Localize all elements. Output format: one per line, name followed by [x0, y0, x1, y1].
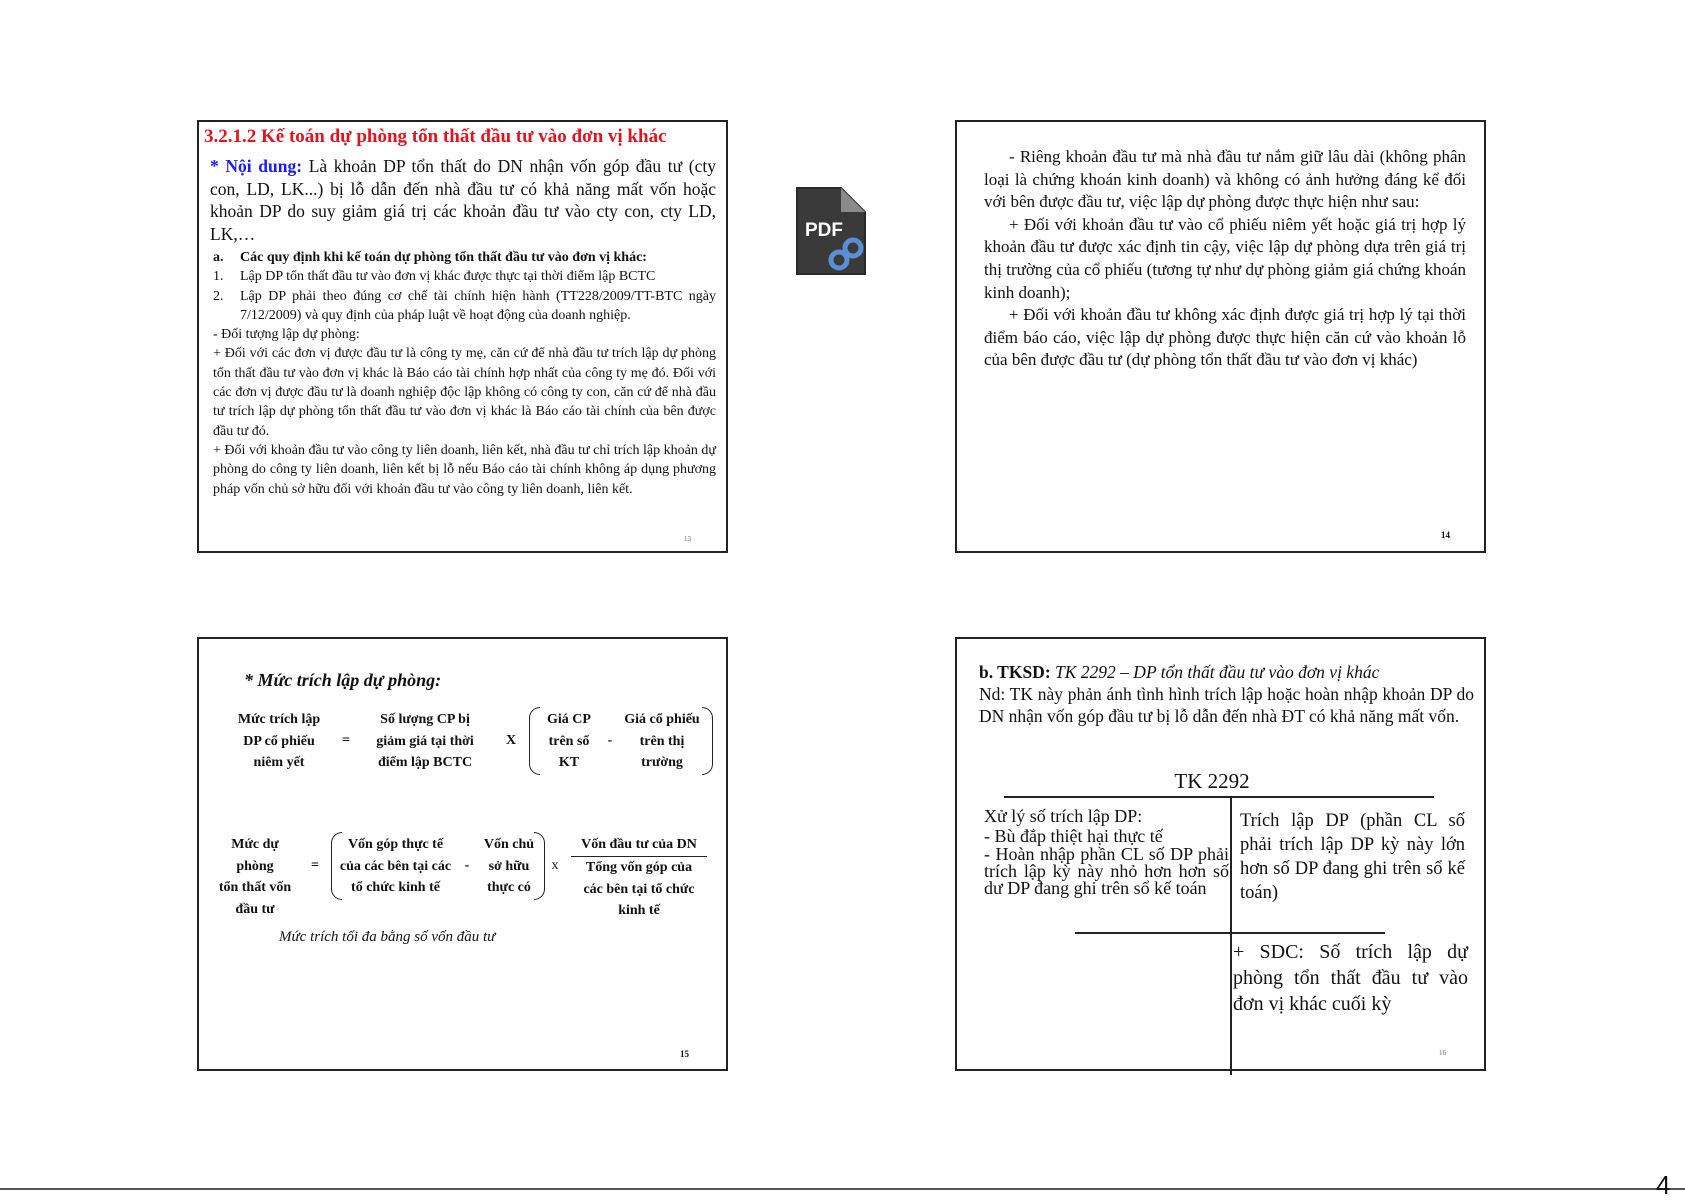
content-label: * Nội dung:: [210, 156, 303, 176]
times-sign: x: [551, 858, 559, 873]
heading-a-label: a.: [213, 250, 224, 265]
content-text: Là khoản DP tổn thất do DN nhận vốn góp đầu tư (cty con, LD, LK...) bị lỗ dẫn đến nhà đầu tư có khả năng mất vốn hoặc khoản DP do suy giảm giá trị các khoản đầu tư vào cty con, cty LD, LK,…: [210, 156, 717, 244]
slide-13: [197, 120, 728, 553]
pdf-label: PDF: [805, 220, 843, 241]
heading-a-text: Các quy định khi kế toán dự phòng tổn thất đầu tư vào đơn vị khác:: [240, 250, 647, 265]
formula-market-price: Giá cổ phiếu trên thị trường: [624, 712, 700, 770]
fraction-numerator: Vốn đầu tư của DN: [581, 837, 697, 852]
description: Nd: TK này phản ánh tình hình trích lập hoặc hoàn nhập khoản DP do DN nhận vốn góp đầu tư bị lỗ dẫn đến nhà ĐT có khả năng mất vốn.: [979, 684, 1474, 726]
t-account-balance: + SDC: Số trích lập dự phòng tổn thất đầu tư vào đơn vị khác cuối kỳ: [1233, 941, 1468, 1015]
page-number: 13: [684, 535, 691, 543]
heading: * Mức trích lập dự phòng:: [244, 670, 442, 690]
t-account-title: TK 2292: [1174, 769, 1250, 793]
paragraph: + Đối với khoản đầu tư vào cổ phiếu niêm yết hoặc giá trị hợp lý khoản đầu tư được xác định tin cậy, việc lập dự phòng dựa trên giá trị thị trường của cổ phiếu (tương tự như dự phòng giảm giá chứng khoán kinh doanh);: [984, 214, 1466, 302]
t-account-top-line: [1004, 796, 1434, 798]
formula-equity: Vốn chủ sở hữu thực có: [483, 837, 535, 895]
pdf-link-icon[interactable]: [795, 186, 867, 276]
formula-lhs: Mức trích lập DP cổ phiếu niêm yết: [237, 712, 321, 770]
t-account-debit: Xử lý số trích lập DP: - Bù đắp thiệt hại thực tế - Hoàn nhập phần CL số DP phải trích lập kỳ này nhỏ hơn hơn số dư DP đang ghi trên sổ kế toán: [984, 806, 1229, 898]
slide-14: [955, 120, 1486, 553]
list-item-number: 2.: [213, 288, 224, 304]
formula-fraction: [569, 834, 709, 922]
heading-a: [213, 248, 716, 267]
times-sign: X: [505, 733, 517, 748]
formula-book-price: Giá CP trên sổ KT: [547, 712, 591, 770]
page-number: 16: [1439, 1049, 1446, 1057]
right-parenthesis: [702, 707, 713, 775]
t-account-vertical-line: [1230, 796, 1232, 1075]
page-bottom-rule: [0, 1188, 1685, 1190]
heading: b. TKSD: TK 2292 – DP tổn thất đầu tư vào đơn vị khác: [979, 662, 1380, 682]
equals-sign: =: [342, 733, 350, 748]
right-parenthesis: [534, 832, 545, 900]
note: Mức trích tối đa bằng số vốn đầu tư: [279, 929, 496, 945]
paragraph: + Đối với khoản đầu tư không xác định được giá trị hợp lý tại thời điểm báo cáo, việc lập dự phòng được thực hiện căn cứ vào khoản lỗ của bên được đầu tư (dự phòng tổn thất đầu tư vào đơn vị khác): [984, 305, 1466, 370]
list-item-text: Lập DP tổn thất đầu tư vào đơn vị khác được thực tại thời điểm lập BCTC: [240, 269, 656, 285]
minus-sign: -: [464, 858, 470, 873]
list-item-text: Lập DP phải theo đúng cơ chế tài chính hiện hành (TT228/2009/TT-BTC ngày 7/12/2009) và quy định của pháp luật về hoạt động của doanh nghiệp.: [240, 288, 716, 323]
formula-contributed-capital: Vốn góp thực tế của các bên tại các tổ chức kinh tế: [339, 837, 452, 895]
page-number: 14: [1441, 530, 1450, 540]
minus-sign: -: [607, 733, 613, 748]
body-text: [984, 146, 1466, 372]
slide-16: [955, 637, 1486, 1071]
formula-quantity: Số lượng CP bị giảm giá tại thời điểm lập BCTC: [376, 712, 474, 770]
equals-sign: =: [311, 858, 319, 873]
fraction-denominator: Tổng vốn góp của các bên tại tổ chức kinh tế: [583, 860, 695, 918]
content-paragraph: [210, 155, 716, 245]
paragraph: - Đối tượng lập dự phòng:: [213, 327, 360, 343]
t-account-closing-line: [1075, 932, 1385, 934]
t-account-credit: Trích lập DP (phần CL số phải trích lập DP kỳ này lớn hơn số DP đang ghi trên sổ kế toán): [1240, 811, 1465, 903]
page-number: 15: [680, 1049, 689, 1059]
paragraph: + Đối với khoản đầu tư vào công ty liên doanh, liên kết, nhà đầu tư chỉ trích lập khoản dự phòng do công ty liên doanh, liên kết bị lỗ nếu Báo cáo tài chính không áp dụng phương pháp vốn chủ sở hữu đối với khoản đầu tư vào công ty liên doanh, liên kết.: [213, 442, 716, 497]
list-item: [213, 267, 716, 286]
formula-lhs: Mức dự phòng tổn thất vốn đầu tư: [218, 837, 292, 917]
paragraph: - Riêng khoản đầu tư mà nhà đầu tư nắm giữ lâu dài (không phân loại là chứng khoán kinh doanh) và không có ảnh hưởng đáng kể đối với bên được đầu tư, việc lập dự phòng được thực hiện như sau:: [984, 147, 1466, 212]
list-item-number: 1.: [213, 269, 224, 285]
slide-15: [197, 637, 728, 1071]
regulations-block: [213, 248, 716, 499]
paragraph: + Đối với các đơn vị được đầu tư là công ty mẹ, căn cứ để nhà đầu tư trích lập dự phòng tổn thất đầu tư vào đơn vị khác là Báo cáo tài chính hợp nhất của công ty mẹ đó. Đối với các đơn vị được đầu tư là doanh nghiệp độc lập không có công ty con, căn cứ để nhà đầu tư trích lập dự phòng tổn thất đầu tư vào đơn vị khác là Báo cáo tài chính của bên được đầu tư đó.: [213, 346, 716, 439]
slide-title: 3.2.1.2 Kế toán dự phòng tổn thất đầu tư vào đơn vị khác: [204, 126, 667, 147]
account-description: [979, 661, 1474, 727]
list-item: [213, 287, 716, 326]
page-corner-mark: 4: [1656, 1170, 1671, 1200]
